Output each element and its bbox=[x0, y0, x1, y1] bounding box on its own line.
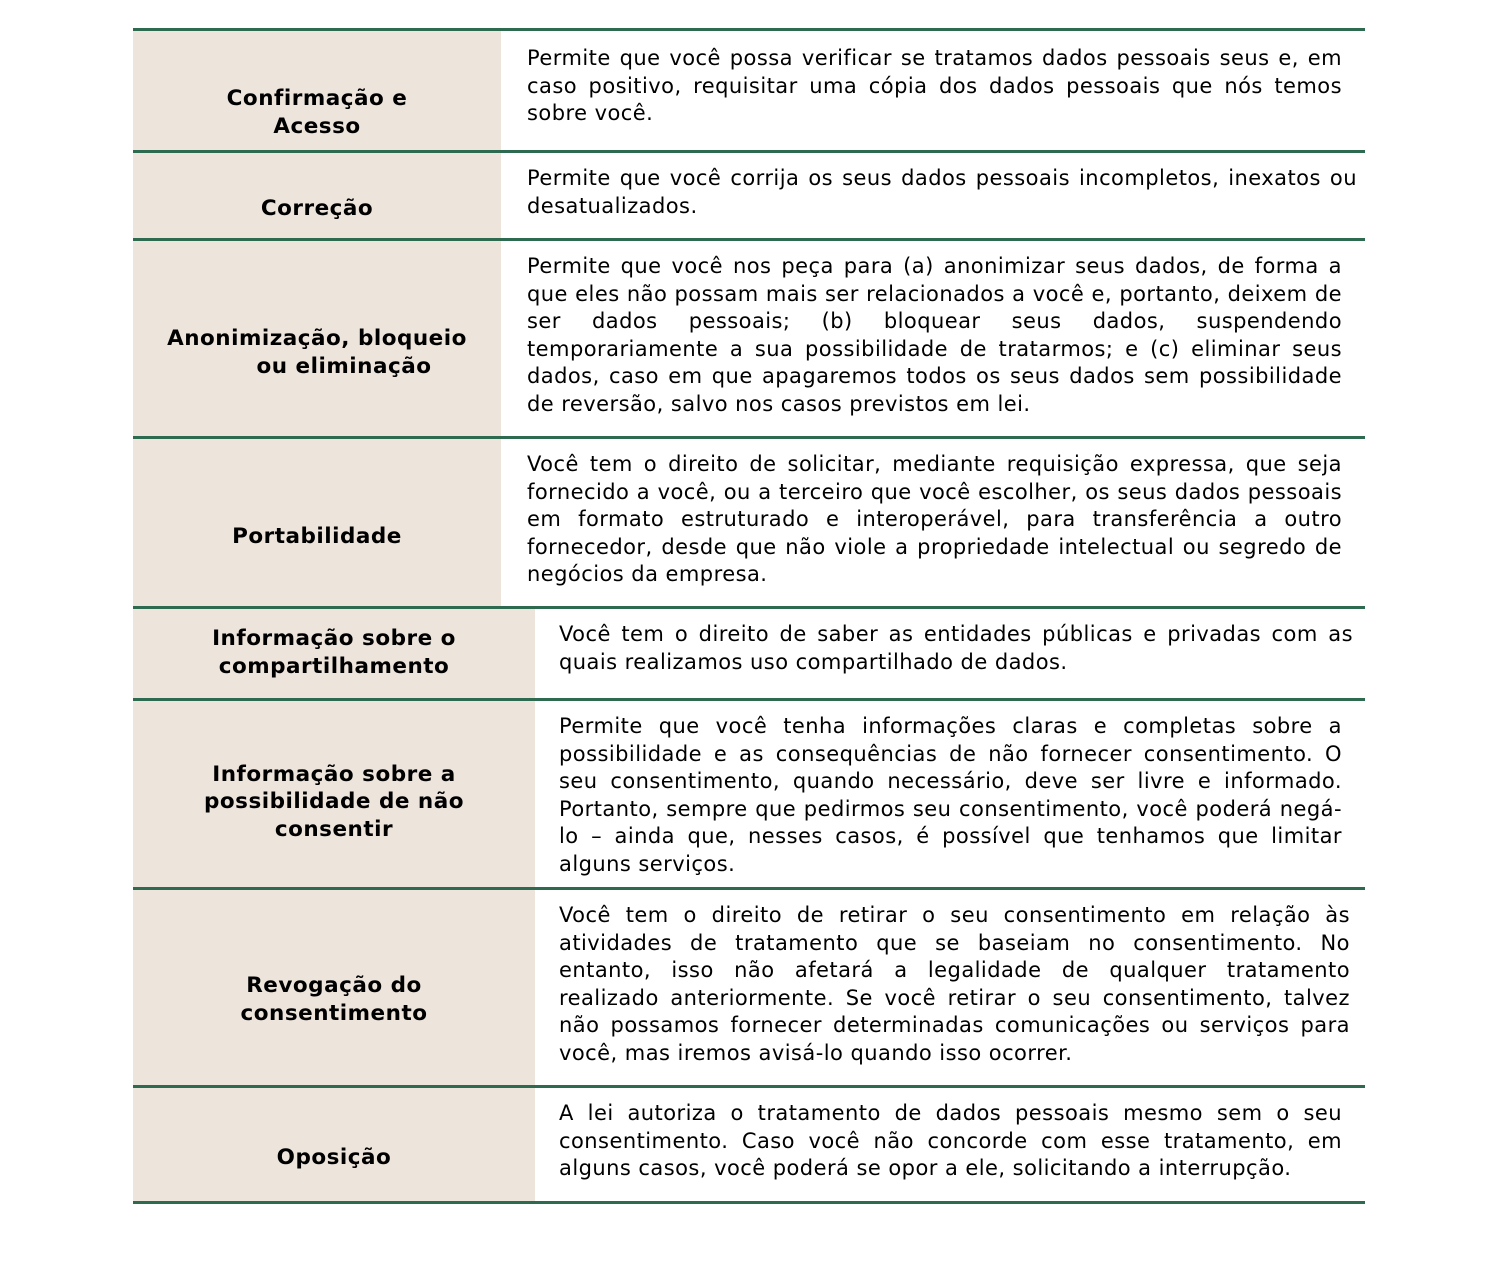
right-description: Você tem o direito de retirar o seu consentimento em relação às atividades de tratamento que se baseiam no consentimento. No entanto, isso não afetará a legalidade de qualquer tratamento realizado anteriormente. Se você retirar o seu consentimento, talvez não possamos fornecer determinadas comunicações ou serviços para você, mas iremos avisá-lo quando isso ocorrer. bbox=[559, 903, 1350, 1065]
table-row bbox=[133, 31, 1365, 153]
table-row bbox=[133, 609, 1365, 701]
right-name-line: Informação sobre a bbox=[212, 761, 456, 787]
right-name-cell bbox=[133, 31, 501, 150]
right-name-line: Anonimização, bloqueio bbox=[167, 326, 467, 351]
right-description: Permite que você tenha informações claras e completas sobre a possibilidade e as consequências de não fornecer consentimento. O seu consentimento, quando necessário, deve ser livre e informado. Portanto, sempre que pedirmos seu consentimento, você poderá negá-lo – ainda que, nesses casos, é possível que tenhamos que limitar alguns serviços. bbox=[559, 714, 1342, 876]
table-row bbox=[133, 153, 1365, 241]
right-name-line: consentir bbox=[274, 816, 394, 842]
right-name-line: Oposição bbox=[276, 1144, 392, 1170]
right-name-line: consentimento bbox=[240, 1000, 428, 1026]
right-description: Você tem o direito de solicitar, mediante requisição expressa, que seja fornecido a você, ou a terceiro que você escolher, os seus dados pessoais em formato estruturado e interoperável, para transferência a outro fornecedor, desde que não viole a propriedade intelectual ou segredo de negócios da empresa. bbox=[527, 452, 1342, 586]
right-name-cell bbox=[133, 890, 535, 1085]
right-description: Você tem o direito de saber as entidades públicas e privadas com as quais realizamos uso compartilhado de dados. bbox=[559, 622, 1353, 674]
table-row bbox=[133, 241, 1365, 439]
right-description: Permite que você corrija os seus dados pessoais incompletos, inexatos ou desatualizados. bbox=[527, 166, 1357, 218]
right-description: Permite que você nos peça para (a) anonimizar seus dados, de forma a que eles não possam mais ser relacionados a você e, portanto, deixem de ser dados pessoais; (b) bloquear seus dados, suspendendo temporariamente a sua possibilidade de tratarmos; e (c) eliminar seus dados, caso em que apagaremos todos os seus dados sem possibilidade de reversão, salvo nos casos previstos em lei. bbox=[527, 254, 1342, 416]
right-name-line: Correção bbox=[260, 195, 374, 221]
right-name-line: Confirmação e bbox=[226, 86, 408, 111]
table-row bbox=[133, 890, 1365, 1088]
right-name-line: Informação sobre o bbox=[212, 626, 456, 651]
right-name-cell bbox=[133, 1088, 535, 1201]
right-name-cell bbox=[133, 701, 535, 887]
right-name-cell bbox=[133, 439, 501, 606]
right-name-line: ou eliminação bbox=[256, 353, 432, 379]
right-description: A lei autoriza o tratamento de dados pessoais mesmo sem o seu consentimento. Caso você não concorde com esse tratamento, em alguns casos, você poderá se opor a ele, solicitando a interrupção. bbox=[559, 1101, 1342, 1180]
right-name-line: compartilhamento bbox=[218, 653, 450, 679]
right-name-line: Revogação do bbox=[246, 973, 422, 998]
right-description: Permite que você possa verificar se tratamos dados pessoais seus e, em caso positivo, requisitar uma cópia dos dados pessoais que nós temos sobre você. bbox=[527, 46, 1342, 125]
table-row bbox=[133, 701, 1365, 890]
right-name-cell bbox=[133, 241, 501, 436]
table-row bbox=[133, 439, 1365, 609]
right-name-line: Portabilidade bbox=[232, 523, 402, 549]
right-name-cell bbox=[133, 609, 535, 698]
rights-table bbox=[133, 28, 1365, 1204]
table-row bbox=[133, 1088, 1365, 1204]
right-name-line: Acesso bbox=[273, 113, 361, 139]
right-name-cell bbox=[133, 153, 501, 238]
right-name-line: possibilidade de não bbox=[203, 789, 465, 814]
